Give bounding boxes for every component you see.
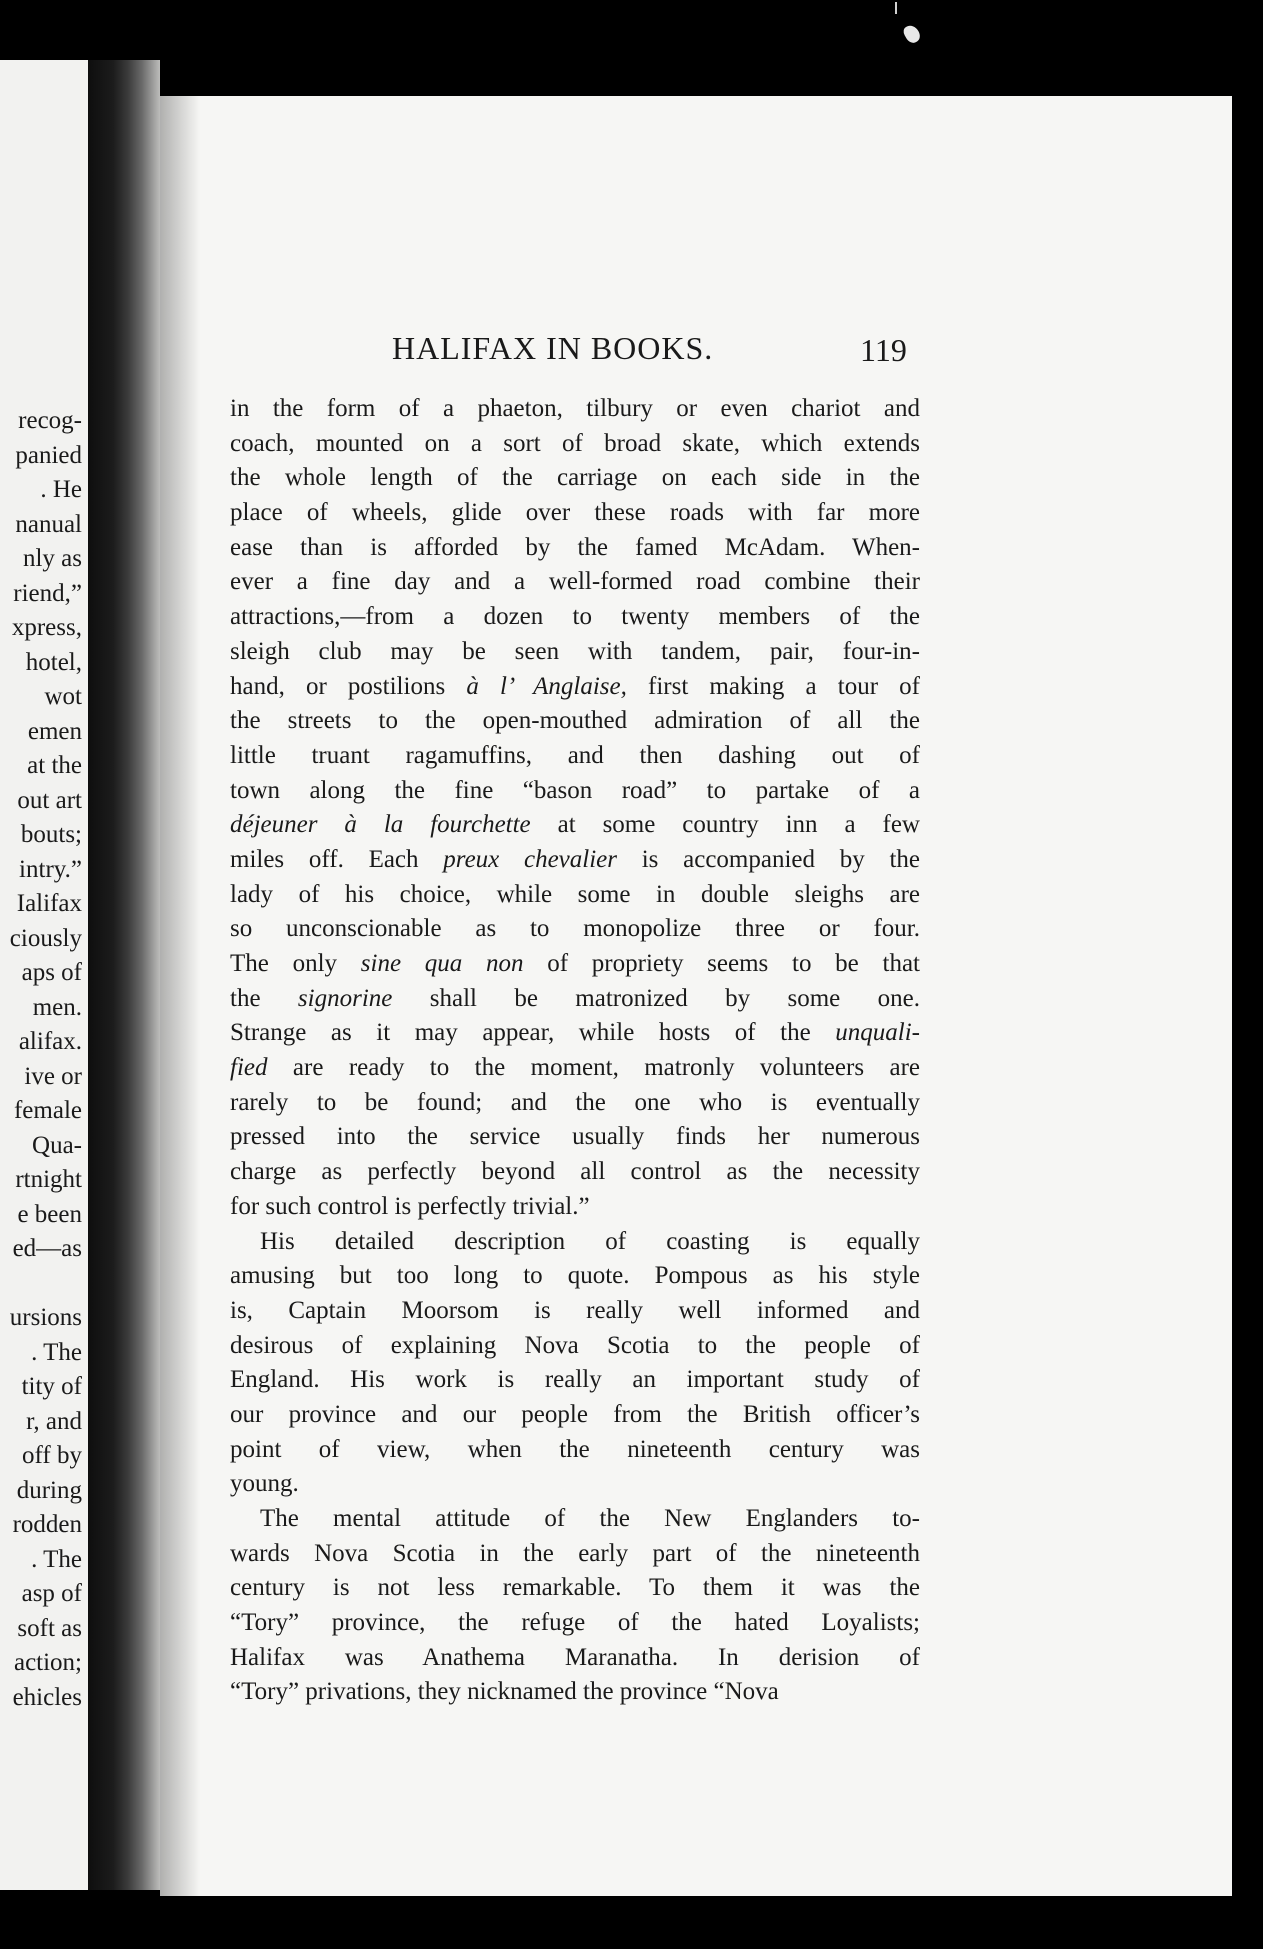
text-line xyxy=(230,1502,920,1537)
text-line xyxy=(230,531,920,566)
previous-page-line: recog- xyxy=(18,407,82,434)
text-line xyxy=(230,1190,920,1225)
previous-page-line: alifax. xyxy=(18,1028,82,1055)
text-line xyxy=(230,1606,920,1641)
scan-artifact-mark xyxy=(895,2,897,14)
italic-phrase: sine qua non xyxy=(360,950,524,977)
text-run: lady of his choice, while some in double sleighs are xyxy=(230,880,920,908)
previous-page-fragment xyxy=(0,60,88,1890)
text-line xyxy=(230,912,920,947)
text-line xyxy=(230,808,920,843)
text-run: His detailed description of coasting is equally xyxy=(260,1227,920,1255)
text-line xyxy=(230,600,920,635)
body-text xyxy=(230,392,920,1710)
text-line xyxy=(230,843,920,878)
previous-page-line: e been xyxy=(17,1200,82,1228)
previous-page-line: hotel, xyxy=(25,648,82,676)
previous-page-line: men. xyxy=(32,993,82,1021)
previous-page-text-lines xyxy=(10,404,82,1715)
previous-page-line: r, and xyxy=(26,1407,82,1435)
text-run: The mental attitude of the New Englanders to- xyxy=(260,1505,920,1532)
text-run: town along the fine “bason road” to partake of a xyxy=(230,776,920,804)
previous-page-line: rtnight xyxy=(15,1166,82,1193)
previous-page-line: action; xyxy=(13,1649,82,1676)
text-line xyxy=(230,1259,920,1294)
text-run: the whole length of the carriage on each side in the xyxy=(230,464,920,492)
previous-page-line: rodden xyxy=(12,1511,82,1538)
text-line xyxy=(230,704,920,739)
text-run: ever a fine day and a well-formed road combine their xyxy=(230,568,920,596)
previous-page-line: ive or xyxy=(24,1062,82,1090)
text-run: point of view, when the nineteenth century was xyxy=(230,1435,920,1463)
previous-page-line: Qua- xyxy=(32,1131,82,1159)
previous-page-line: off by xyxy=(22,1442,82,1469)
text-run: charge as perfectly beyond all control as the necessity xyxy=(230,1158,920,1186)
text-line xyxy=(230,496,920,531)
previous-page-line xyxy=(10,1267,82,1302)
text-line xyxy=(230,1051,920,1086)
text-line xyxy=(230,739,920,774)
text-line xyxy=(230,1086,920,1121)
previous-page-line: panied xyxy=(15,441,82,469)
text-line xyxy=(230,461,920,496)
italic-phrase: déjeuner à la fourchette xyxy=(230,811,531,839)
text-run: sleigh club may be seen with tandem, pair, four-in- xyxy=(230,637,920,665)
text-line xyxy=(230,1155,920,1190)
text-run: Strange as it may appear, while hosts of the xyxy=(230,1019,836,1047)
previous-page-line: Ialifax xyxy=(16,890,82,917)
previous-page-line: out art xyxy=(17,786,82,814)
italic-phrase: fied xyxy=(230,1054,268,1082)
text-line xyxy=(230,1016,920,1051)
previous-page-line: during xyxy=(16,1476,82,1504)
text-line xyxy=(230,1537,920,1572)
text-run: first making a tour of xyxy=(626,672,920,700)
previous-page-line: xpress, xyxy=(11,614,82,641)
previous-page-line: at the xyxy=(27,752,82,779)
text-line xyxy=(230,1675,920,1710)
previous-page-line: nly as xyxy=(22,545,82,572)
previous-page-line: ursions xyxy=(9,1304,82,1331)
italic-phrase: à l’ Anglaise, xyxy=(466,672,627,700)
text-run: for such control is perfectly trivial.” xyxy=(230,1192,590,1220)
previous-page-line: aps of xyxy=(21,959,82,986)
text-run: attractions,—from a dozen to twenty members of the xyxy=(230,603,920,631)
text-line xyxy=(230,947,920,982)
text-run: century is not less remarkable. To them it was the xyxy=(230,1574,920,1602)
previous-page-line: ehicles xyxy=(12,1683,82,1711)
italic-phrase: preux chevalier xyxy=(443,845,617,873)
text-line xyxy=(230,1571,920,1606)
text-run: England. His work is really an important study of xyxy=(230,1366,920,1394)
text-run: amusing but too long to quote. Pompous as his style xyxy=(230,1262,920,1290)
text-line xyxy=(230,774,920,809)
previous-page-line: . The xyxy=(31,1338,82,1366)
page-curve-shadow xyxy=(160,96,200,1896)
previous-page-line: intry.” xyxy=(19,855,82,883)
page-number: 119 xyxy=(860,332,907,368)
text-run: coach, mounted on a sort of broad skate, which extends xyxy=(230,429,920,457)
text-run: The only xyxy=(230,950,361,977)
text-line xyxy=(230,427,920,462)
previous-page-line: asp of xyxy=(21,1580,82,1607)
text-run: the streets to the open-mouthed admiration of all the xyxy=(230,707,920,735)
text-run: Halifax was Anathema Maranatha. In derision of xyxy=(230,1643,920,1671)
text-run: place of wheels, glide over these roads with far more xyxy=(230,499,920,527)
text-line xyxy=(230,565,920,600)
scan-artifact-blot xyxy=(901,23,922,46)
text-line xyxy=(230,392,920,427)
paragraph xyxy=(230,1225,920,1503)
text-line xyxy=(230,635,920,670)
previous-page-line: . The xyxy=(31,1545,82,1573)
text-run: shall be matronized by some one. xyxy=(392,984,920,1012)
text-run: rarely to be found; and the one who is eventually xyxy=(230,1088,920,1116)
text-run: desirous of explaining Nova Scotia to the people of xyxy=(230,1331,920,1359)
text-line xyxy=(230,1120,920,1155)
text-run: miles off. Each xyxy=(230,845,444,873)
previous-page-line: emen xyxy=(27,717,82,745)
previous-page-line: wot xyxy=(44,683,82,710)
previous-page-line: nanual xyxy=(15,510,82,538)
previous-page-line: . He xyxy=(40,476,82,503)
text-line xyxy=(230,1641,920,1676)
text-run: pressed into the service usually finds her numerous xyxy=(230,1123,920,1151)
text-run: young. xyxy=(230,1470,299,1498)
text-line xyxy=(230,878,920,913)
text-line xyxy=(230,1398,920,1433)
previous-page-line: tity of xyxy=(21,1373,82,1400)
text-run: our province and our people from the British officer’s xyxy=(230,1400,920,1428)
text-run: wards Nova Scotia in the early part of the nineteenth xyxy=(230,1539,920,1567)
text-run: of propriety seems to be that xyxy=(523,950,920,977)
text-run: is accompanied by the xyxy=(617,845,921,873)
text-line xyxy=(230,1433,920,1468)
text-line xyxy=(230,982,920,1017)
previous-page-line: ed—as xyxy=(12,1235,82,1262)
previous-page-line: riend,” xyxy=(13,579,82,607)
text-run: “Tory” privations, they nicknamed the province “Nova xyxy=(230,1678,779,1706)
text-line xyxy=(230,1467,920,1502)
previous-page-line: soft as xyxy=(17,1614,82,1642)
running-head: HALIFAX IN BOOKS. xyxy=(392,330,714,366)
text-run: hand, or postilions xyxy=(230,672,467,700)
paragraph xyxy=(230,1502,920,1710)
previous-page-line: female xyxy=(13,1097,82,1124)
text-line xyxy=(230,670,920,705)
text-run: ease than is afforded by the famed McAdam. When- xyxy=(230,533,920,561)
italic-phrase: signorine xyxy=(297,984,393,1012)
text-line xyxy=(230,1363,920,1398)
text-run: so unconscionable as to monopolize three or four. xyxy=(230,915,920,943)
text-line xyxy=(230,1329,920,1364)
text-run: the xyxy=(230,984,298,1012)
text-run: in the form of a phaeton, tilbury or even chariot and xyxy=(230,395,920,422)
text-run: “Tory” province, the refuge of the hated Loyalists; xyxy=(230,1609,920,1637)
book-gutter xyxy=(88,60,160,1890)
previous-page-line: ciously xyxy=(9,924,82,952)
italic-phrase: unquali- xyxy=(835,1019,920,1047)
text-run: at some country inn a few xyxy=(530,811,920,839)
text-run: little truant ragamuffins, and then dashing out of xyxy=(230,741,920,769)
paragraph xyxy=(230,392,920,1225)
text-run: is, Captain Moorsom is really well informed and xyxy=(230,1296,920,1324)
previous-page-line: bouts; xyxy=(20,821,82,848)
text-run: are ready to the moment, matronly volunteers are xyxy=(267,1054,920,1082)
text-line xyxy=(230,1294,920,1329)
text-line xyxy=(230,1225,920,1260)
